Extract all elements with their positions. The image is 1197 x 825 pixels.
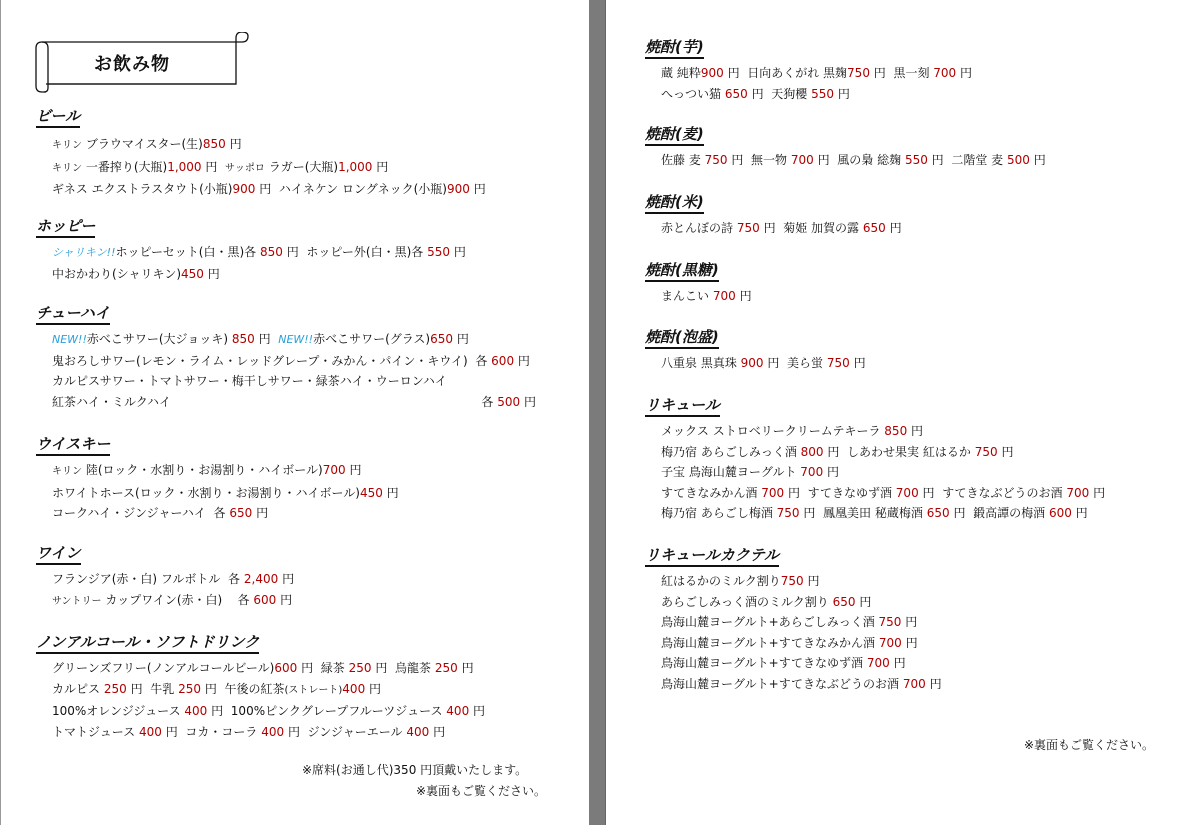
new-tag: NEW!! <box>278 333 314 346</box>
menu-row: カルピスサワー・トマトサワー・梅干しサワー・緑茶ハイ・ウーロンハイ <box>52 374 447 388</box>
menu-row: あらごしみっく酒のミルク割り 650 円 <box>661 594 872 609</box>
menu-row: 赤とんぼの詩 750 円 菊姫 加賀の露 650 円 <box>661 221 902 235</box>
section-heading: 焼酎(芋) <box>645 38 704 59</box>
menu-row: 蔵 純粋900 円 日向あくがれ 黒麹750 円 黒一刻 700 円 <box>661 66 973 80</box>
section-heading: ホッピー <box>36 217 95 238</box>
section-heading: ノンアルコール・ソフトドリンク <box>36 633 259 654</box>
section-beer <box>36 106 486 200</box>
menu-title: お飲み物 <box>94 54 170 75</box>
menu-row: 100%オレンジジュース 400 円 100%ピンクグレープフルーツジュース 400 円 <box>52 704 486 718</box>
section-shochu-kome <box>645 192 902 239</box>
menu-row: 佐藤 麦 750 円 無一物 700 円 風の梟 総麹 550 円 二階堂 麦 500 円 <box>661 153 1046 167</box>
menu-row: 紅茶ハイ・ミルクハイ 各 500 円 <box>52 394 536 409</box>
see-back-note: ※裏面もご覧ください。 <box>1024 738 1155 752</box>
menu-row: 紅はるかのミルク割り750 円 <box>661 574 820 588</box>
menu-row: フランジア(赤・白) フルボトル 各 2,400 円 <box>52 572 295 586</box>
section-shochu-mugi <box>645 124 1046 171</box>
section-heading: 焼酎(黒糖) <box>645 261 719 282</box>
section-chuhai <box>36 303 536 412</box>
section-soft-drinks <box>36 632 485 742</box>
section-heading: ビール <box>36 107 80 128</box>
menu-row: 梅乃宿 あらごしみっく酒 800 円 しあわせ果実 紅はるか 750 円 <box>661 444 1014 459</box>
menu-row: すてきなみかん酒 700 円 すてきなゆず酒 700 円 すてきなぶどうのお酒 700 円 <box>661 485 1106 500</box>
section-heading: 焼酎(米) <box>645 193 704 214</box>
section-shochu-awamori <box>645 327 866 374</box>
menu-row: 鳥海山麓ヨーグルト+すてきなゆず酒 700 円 <box>661 656 906 670</box>
menu-row: 鳥海山麓ヨーグルト+すてきなぶどうのお酒 700 円 <box>661 676 942 691</box>
section-heading: チューハイ <box>36 304 110 325</box>
seat-charge-note: ※席料(お通し代)350 円頂戴いたします。 <box>302 763 528 777</box>
section-shochu-imo <box>645 37 972 104</box>
section-whisky <box>36 434 399 524</box>
title-scroll <box>34 32 254 94</box>
page-divider <box>589 0 605 825</box>
menu-row: グリーンズフリー(ノンアルコールビール)600 円 緑茶 250 円 烏龍茶 250 円 <box>52 661 474 675</box>
menu-row: へっつい猫 650 円 天狗櫻 550 円 <box>661 86 850 101</box>
menu-row: メックス ストロベリークリームテキーラ 850 円 <box>661 424 924 438</box>
menu-row: NEW!!赤べこサワー(大ジョッキ) 850 円 NEW!!赤べこサワー(グラス)650 円 <box>52 332 469 346</box>
section-heading: ワイン <box>36 544 81 565</box>
menu-row: 中おかわり(シャリキン)450 円 <box>52 266 220 281</box>
menu-row: キリン ブラウマイスター(生)850 円 <box>52 137 242 151</box>
section-heading: 焼酎(泡盛) <box>645 328 719 349</box>
menu-row: ホワイトホース(ロック・水割り・お湯割り・ハイボール)450 円 <box>52 485 399 500</box>
shari-kin-tag: シャリキン!! <box>52 246 116 259</box>
section-heading: ウイスキー <box>36 435 110 456</box>
menu-row: 子宝 鳥海山麓ヨーグルト 700 円 <box>661 465 840 479</box>
menu-row: サントリー カップワイン(赤・白) 各 600 円 <box>52 592 293 607</box>
menu-row: カルピス 250 円 牛乳 250 円 午後の紅茶(ストレート)400 円 <box>52 681 382 696</box>
menu-row: 鳥海山麓ヨーグルト+あらごしみっく酒 750 円 <box>661 615 918 629</box>
menu-row: 梅乃宿 あらごし梅酒 750 円 鳳凰美田 秘蔵梅酒 650 円 鍛高譚の梅酒 600 円 <box>661 506 1088 520</box>
section-shochu-kokuto <box>645 260 752 307</box>
section-liqueur <box>645 395 1105 524</box>
section-hoppy <box>36 216 466 284</box>
menu-row: 鬼おろしサワー(レモン・ライム・レッドグレープ・みかん・パイン・キウイ) 各 600 円 <box>52 353 530 368</box>
menu-row: コークハイ・ジンジャーハイ 各 650 円 <box>52 506 269 520</box>
menu-row: トマトジュース 400 円 コカ・コーラ 400 円 ジンジャーエール 400 円 <box>52 724 446 739</box>
new-tag: NEW!! <box>52 333 87 346</box>
menu-row: キリン 陸(ロック・水割り・お湯割り・ハイボール)700 円 <box>52 463 362 477</box>
menu-row: キリン 一番搾り(大瓶)1,000 円 サッポロ ラガー(大瓶)1,000 円 <box>52 159 389 174</box>
menu-row: ギネス エクストラスタウト(小瓶)900 円 ハイネケン ロングネック(小瓶)900 円 <box>52 182 486 196</box>
menu-row: 鳥海山麓ヨーグルト+すてきなみかん酒 700 円 <box>661 635 918 650</box>
menu-row: まんこい 700 円 <box>661 289 752 303</box>
section-heading: 焼酎(麦) <box>645 125 704 146</box>
menu-row: シャリキン!!ホッピーセット(白・黒)各 850 円 ホッピー外(白・黒)各 550 円 <box>52 245 466 259</box>
section-heading: リキュールカクテル <box>645 546 779 567</box>
section-wine <box>36 543 294 612</box>
section-liqueur-cocktail <box>645 545 942 694</box>
section-heading: リキュール <box>645 396 720 417</box>
menu-row: 八重泉 黒真珠 900 円 美ら蛍 750 円 <box>661 356 866 370</box>
see-back-note: ※裏面もご覧ください。 <box>416 784 547 798</box>
